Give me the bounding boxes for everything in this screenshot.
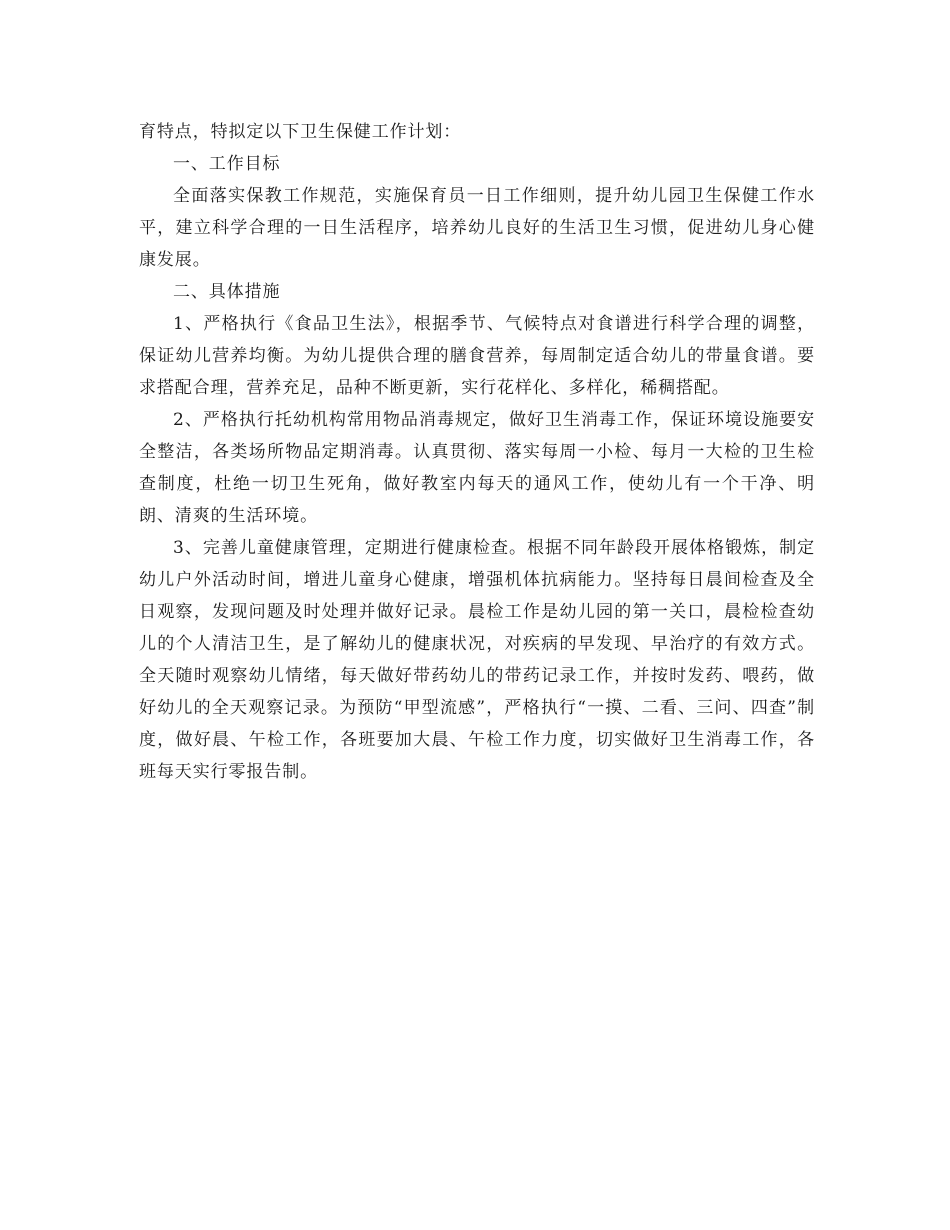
section-heading-goals: 一、工作目标 <box>173 154 281 174</box>
measure-item-3: 3、完善儿童健康管理，定期进行健康检查。根据不同年龄段开展体格锻炼，制定幼儿户外活动时间，增进儿童身心健康，增强机体抗病能力。坚持每日晨间检查及全日观察，发现问题及时处理并做好记录。晨检工作是幼儿园的第一关口，晨检检查幼儿的个人清洁卫生，是了解幼儿的健康状况，对疾病的早发现、早治疗的有效方式。全天随时观察幼儿情绪，每天做好带药幼儿的带药记录工作，并按时发药、喂药，做好幼儿的全天观察记录。为预防“甲型流感”，严格执行“一摸、二看、三问、四查”制度，做好晨、午检工作，各班要加大晨、午检工作力度，切实做好卫生消毒工作，各班每天实行零报告制。 <box>139 538 815 782</box>
intro-paragraph-tail: 育特点，特拟定以下卫生保健工作计划： <box>139 122 462 142</box>
document-body <box>139 116 815 788</box>
measure-item-2: 2、严格执行托幼机构常用物品消毒规定，做好卫生消毒工作，保证环境设施要安全整洁，各类场所物品定期消毒。认真贯彻、落实每周一小检、每月一大检的卫生检查制度，杜绝一切卫生死角，做好教室内每天的通风工作，使幼儿有一个干净、明朗、清爽的生活环境。 <box>139 410 815 526</box>
goals-paragraph: 全面落实保教工作规范，实施保育员一日工作细则，提升幼儿园卫生保健工作水平，建立科学合理的一日生活程序，培养幼儿良好的生活卫生习惯，促进幼儿身心健康发展。 <box>139 186 815 270</box>
section-heading-measures: 二、具体措施 <box>173 282 281 302</box>
measure-item-1: 1、严格执行《食品卫生法》，根据季节、气候特点对食谱进行科学合理的调整，保证幼儿营养均衡。为幼儿提供合理的膳食营养，每周制定适合幼儿的带量食谱。要求搭配合理，营养充足，品种不断更新，实行花样化、多样化，稀稠搭配。 <box>139 314 815 398</box>
